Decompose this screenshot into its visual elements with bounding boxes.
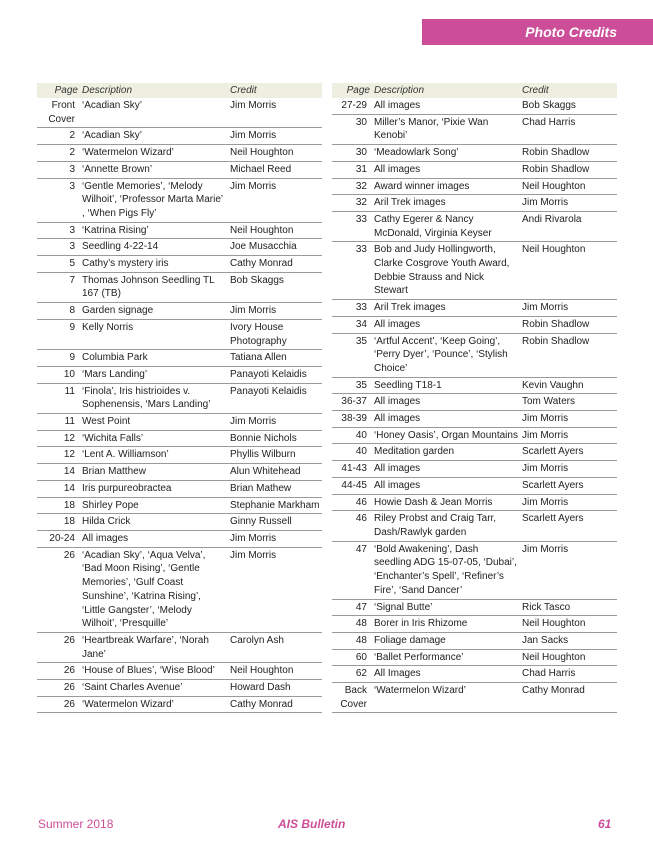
- table-row: [37, 350, 322, 367]
- row-description: All images: [372, 316, 520, 333]
- row-credit: Brian Mathew: [228, 480, 322, 497]
- table-row: [37, 696, 322, 713]
- table-row: [332, 599, 617, 616]
- row-page: 3: [37, 178, 80, 222]
- table-row: [332, 541, 617, 599]
- table-row: [37, 430, 322, 447]
- table-row: [37, 239, 322, 256]
- row-description: Aril Trek images: [372, 195, 520, 212]
- row-description: ‘Wichita Falls’: [80, 430, 228, 447]
- row-page: 14: [37, 480, 80, 497]
- row-page: 8: [37, 303, 80, 320]
- row-description: ‘Mars Landing’: [80, 366, 228, 383]
- row-credit: Scarlett Ayers: [520, 477, 617, 494]
- table-row: [332, 161, 617, 178]
- section-title: Photo Credits: [525, 24, 617, 40]
- row-credit: Chad Harris: [520, 114, 617, 144]
- table-row: [37, 447, 322, 464]
- row-credit: Neil Houghton: [520, 616, 617, 633]
- row-page: 47: [332, 599, 372, 616]
- row-description: All images: [372, 411, 520, 428]
- row-credit: Stephanie Markham: [228, 497, 322, 514]
- table-row: [332, 178, 617, 195]
- row-credit: Neil Houghton: [520, 649, 617, 666]
- row-description: All images: [80, 530, 228, 547]
- row-credit: Jim Morris: [520, 195, 617, 212]
- table-row: [37, 98, 322, 128]
- row-credit: Bob Skaggs: [520, 98, 617, 114]
- row-page: 18: [37, 514, 80, 531]
- row-credit: Cathy Monrad: [520, 683, 617, 713]
- row-credit: Jim Morris: [228, 128, 322, 145]
- row-description: ‘House of Blues’, ‘Wise Blood’: [80, 663, 228, 680]
- table-row: [332, 649, 617, 666]
- credits-table-right: [332, 83, 617, 713]
- table-row: [37, 319, 322, 349]
- row-page: 33: [332, 300, 372, 317]
- table-row: [37, 256, 322, 273]
- row-description: Kelly Norris: [80, 319, 228, 349]
- table-row: [332, 616, 617, 633]
- row-credit: Jim Morris: [520, 541, 617, 599]
- table-row: [332, 683, 617, 713]
- row-page: 30: [332, 145, 372, 162]
- row-credit: Bonnie Nichols: [228, 430, 322, 447]
- table-row: [332, 316, 617, 333]
- table-row: [37, 161, 322, 178]
- row-page: 35: [332, 333, 372, 377]
- row-credit: Tom Waters: [520, 394, 617, 411]
- row-description: ‘Saint Charles Avenue’: [80, 680, 228, 697]
- row-page: 9: [37, 319, 80, 349]
- row-description: Award winner images: [372, 178, 520, 195]
- row-credit: Chad Harris: [520, 666, 617, 683]
- row-page: 26: [37, 632, 80, 662]
- row-page: 40: [332, 427, 372, 444]
- row-description: All images: [372, 477, 520, 494]
- row-page: 36-37: [332, 394, 372, 411]
- row-description: Garden signage: [80, 303, 228, 320]
- table-row: [37, 414, 322, 431]
- table-row: [332, 427, 617, 444]
- row-page: 11: [37, 383, 80, 413]
- row-description: All images: [372, 394, 520, 411]
- row-description: Seedling T18-1: [372, 377, 520, 394]
- row-credit: Carolyn Ash: [228, 632, 322, 662]
- row-credit: Scarlett Ayers: [520, 444, 617, 461]
- table-row: [332, 394, 617, 411]
- table-row: [37, 663, 322, 680]
- table-row: [332, 511, 617, 541]
- row-credit: Jim Morris: [520, 494, 617, 511]
- table-row: [332, 477, 617, 494]
- row-credit: Robin Shadlow: [520, 145, 617, 162]
- row-page: 14: [37, 464, 80, 481]
- row-credit: Neil Houghton: [228, 222, 322, 239]
- row-page: Back Cover: [332, 683, 372, 713]
- row-credit: Neil Houghton: [228, 663, 322, 680]
- row-credit: Howard Dash: [228, 680, 322, 697]
- row-credit: Andi Rivarola: [520, 211, 617, 241]
- row-credit: Phyllis Wilburn: [228, 447, 322, 464]
- row-description: Seedling 4-22-14: [80, 239, 228, 256]
- row-description: ‘Acadian Sky’: [80, 98, 228, 128]
- row-description: West Point: [80, 414, 228, 431]
- row-description: ‘Ballet Performance’: [372, 649, 520, 666]
- row-page: 26: [37, 663, 80, 680]
- row-page: 33: [332, 211, 372, 241]
- table-row: [37, 178, 322, 222]
- row-page: 31: [332, 161, 372, 178]
- row-page: 5: [37, 256, 80, 273]
- column-header-page: Page: [37, 83, 80, 98]
- row-page: 40: [332, 444, 372, 461]
- row-description: ‘Watermelon Wizard’: [80, 696, 228, 713]
- row-credit: Ivory House Photography: [228, 319, 322, 349]
- row-page: 38-39: [332, 411, 372, 428]
- row-page: 11: [37, 414, 80, 431]
- row-credit: Jim Morris: [228, 303, 322, 320]
- row-page: 32: [332, 178, 372, 195]
- credits-table-body-right: [332, 98, 617, 713]
- row-credit: Scarlett Ayers: [520, 511, 617, 541]
- table-row: [37, 383, 322, 413]
- table-row: [37, 222, 322, 239]
- row-credit: Ginny Russell: [228, 514, 322, 531]
- row-page: 60: [332, 649, 372, 666]
- row-credit: Jim Morris: [228, 547, 322, 632]
- row-page: 12: [37, 430, 80, 447]
- table-row: [332, 333, 617, 377]
- row-page: 2: [37, 128, 80, 145]
- table-header-row: [332, 83, 617, 98]
- table-row: [37, 547, 322, 632]
- row-description: Thomas Johnson Seedling TL 167 (TB): [80, 272, 228, 302]
- row-page: 3: [37, 161, 80, 178]
- table-row: [37, 632, 322, 662]
- row-page: 47: [332, 541, 372, 599]
- row-description: Howie Dash & Jean Morris: [372, 494, 520, 511]
- column-header-description: Description: [372, 83, 520, 98]
- row-description: ‘Annette Brown’: [80, 161, 228, 178]
- row-description: Aril Trek images: [372, 300, 520, 317]
- row-credit: Cathy Monrad: [228, 256, 322, 273]
- table-row: [37, 303, 322, 320]
- column-header-page: Page: [332, 83, 372, 98]
- row-description: Shirley Pope: [80, 497, 228, 514]
- row-description: ‘Artful Accent’, ‘Keep Going’, ‘Perry Dyer’, ‘Pounce’, ‘Stylish Choice’: [372, 333, 520, 377]
- row-credit: Robin Shadlow: [520, 161, 617, 178]
- row-description: Brian Matthew: [80, 464, 228, 481]
- row-credit: Robin Shadlow: [520, 333, 617, 377]
- row-page: 34: [332, 316, 372, 333]
- row-description: ‘Lent A. Williamson’: [80, 447, 228, 464]
- table-row: [332, 444, 617, 461]
- table-row: [37, 514, 322, 531]
- row-description: All images: [372, 98, 520, 114]
- row-description: ‘Signal Butte’: [372, 599, 520, 616]
- credits-table-body-left: [37, 98, 322, 713]
- footer-issue: Summer 2018: [38, 817, 114, 831]
- table-row: [332, 114, 617, 144]
- row-page: 3: [37, 239, 80, 256]
- table-row: [332, 666, 617, 683]
- row-page: 26: [37, 547, 80, 632]
- table-row: [37, 272, 322, 302]
- table-row: [37, 366, 322, 383]
- row-credit: Robin Shadlow: [520, 316, 617, 333]
- row-description: ‘Acadian Sky’, ‘Aqua Velva’, ‘Bad Moon Rising’, ‘Gentle Memories’, ‘Gulf Coast Sunshine’, ‘Katrina Rising’, ‘Little Gangster’, ‘Melody Wilhoit’, ‘Presquille’: [80, 547, 228, 632]
- row-credit: Panayoti Kelaidis: [228, 383, 322, 413]
- row-page: 48: [332, 616, 372, 633]
- row-credit: Bob Skaggs: [228, 272, 322, 302]
- row-page: 26: [37, 680, 80, 697]
- credits-table-left: [37, 83, 322, 713]
- table-row: [332, 242, 617, 300]
- table-row: [37, 497, 322, 514]
- row-page: 27-29: [332, 98, 372, 114]
- row-page: 48: [332, 632, 372, 649]
- table-row: [332, 494, 617, 511]
- table-row: [332, 377, 617, 394]
- row-credit: Jim Morris: [520, 300, 617, 317]
- row-credit: Neil Houghton: [520, 178, 617, 195]
- row-description: Bob and Judy Hollingworth, Clarke Cosgrove Youth Award, Debbie Strauss and Nick Stewart: [372, 242, 520, 300]
- row-credit: Jan Sacks: [520, 632, 617, 649]
- table-row: [37, 480, 322, 497]
- row-page: 10: [37, 366, 80, 383]
- row-description: Cathy’s mystery iris: [80, 256, 228, 273]
- row-description: Hilda Crick: [80, 514, 228, 531]
- row-credit: Joe Musacchia: [228, 239, 322, 256]
- row-credit: Jim Morris: [228, 178, 322, 222]
- table-row: [37, 464, 322, 481]
- row-page: 46: [332, 494, 372, 511]
- row-description: Foliage damage: [372, 632, 520, 649]
- row-credit: Neil Houghton: [228, 145, 322, 162]
- table-row: [332, 300, 617, 317]
- row-page: 30: [332, 114, 372, 144]
- row-credit: Tatiana Allen: [228, 350, 322, 367]
- row-description: Meditation garden: [372, 444, 520, 461]
- table-row: [332, 211, 617, 241]
- row-description: Cathy Egerer & Nancy McDonald, Virginia Keyser: [372, 211, 520, 241]
- table-row: [37, 530, 322, 547]
- row-page: Front Cover: [37, 98, 80, 128]
- row-credit: Panayoti Kelaidis: [228, 366, 322, 383]
- row-description: All images: [372, 461, 520, 478]
- row-description: ‘Meadowlark Song’: [372, 145, 520, 162]
- row-page: 12: [37, 447, 80, 464]
- table-row: [332, 632, 617, 649]
- table-row: [332, 98, 617, 114]
- row-description: Iris purpureobractea: [80, 480, 228, 497]
- table-row: [37, 680, 322, 697]
- row-credit: Jim Morris: [228, 530, 322, 547]
- table-row: [332, 411, 617, 428]
- row-credit: Jim Morris: [520, 411, 617, 428]
- row-description: ‘Watermelon Wizard’: [372, 683, 520, 713]
- footer-page-number: 61: [598, 817, 612, 831]
- row-description: ‘Heartbreak Warfare’, ‘Norah Jane’: [80, 632, 228, 662]
- column-header-credit: Credit: [520, 83, 617, 98]
- row-description: All Images: [372, 666, 520, 683]
- row-credit: Michael Reed: [228, 161, 322, 178]
- column-header-description: Description: [80, 83, 228, 98]
- row-credit: Kevin Vaughn: [520, 377, 617, 394]
- row-description: Riley Probst and Craig Tarr, Dash/Rawlyk garden: [372, 511, 520, 541]
- row-page: 35: [332, 377, 372, 394]
- row-page: 33: [332, 242, 372, 300]
- row-description: ‘Honey Oasis’, Organ Mountains: [372, 427, 520, 444]
- row-page: 9: [37, 350, 80, 367]
- row-credit: Cathy Monrad: [228, 696, 322, 713]
- row-description: All images: [372, 161, 520, 178]
- column-header-credit: Credit: [228, 83, 322, 98]
- credits-column-right: [332, 83, 617, 713]
- row-credit: Jim Morris: [520, 427, 617, 444]
- row-credit: Neil Houghton: [520, 242, 617, 300]
- table-row: [332, 145, 617, 162]
- row-credit: Alun Whitehead: [228, 464, 322, 481]
- footer-publication: AIS Bulletin: [278, 817, 346, 831]
- row-credit: Jim Morris: [228, 414, 322, 431]
- row-description: ‘Gentle Memories’, ‘Melody Wilhoit’, ‘Professor Marta Marie’ , ‘When Pigs Fly’: [80, 178, 228, 222]
- table-row: [332, 195, 617, 212]
- row-page: 20-24: [37, 530, 80, 547]
- table-row: [37, 128, 322, 145]
- row-page: 44-45: [332, 477, 372, 494]
- table-header-row: [37, 83, 322, 98]
- row-credit: Jim Morris: [228, 98, 322, 128]
- row-credit: Rick Tasco: [520, 599, 617, 616]
- row-description: Miller’s Manor, ‘Pixie Wan Kenobi’: [372, 114, 520, 144]
- row-description: ‘Acadian Sky’: [80, 128, 228, 145]
- row-page: 3: [37, 222, 80, 239]
- row-page: 26: [37, 696, 80, 713]
- row-page: 46: [332, 511, 372, 541]
- row-description: ‘Katrina Rising’: [80, 222, 228, 239]
- table-row: [332, 461, 617, 478]
- row-page: 18: [37, 497, 80, 514]
- section-banner: [422, 19, 653, 45]
- row-page: 2: [37, 145, 80, 162]
- row-page: 41-43: [332, 461, 372, 478]
- row-description: ‘Finola’, Iris histrioides v. Sophenensis, ‘Mars Landing’: [80, 383, 228, 413]
- row-description: Borer in Iris Rhizome: [372, 616, 520, 633]
- row-credit: Jim Morris: [520, 461, 617, 478]
- row-page: 62: [332, 666, 372, 683]
- row-page: 32: [332, 195, 372, 212]
- credits-column-left: [37, 83, 322, 713]
- row-description: ‘Watermelon Wizard’: [80, 145, 228, 162]
- row-page: 7: [37, 272, 80, 302]
- row-description: ‘Bold Awakening’, Dash seedling ADG 15-07-05, ‘Dubai’, ‘Enchanter’s Spell’, ‘Refiner’s Fire’, ‘Sand Dancer’: [372, 541, 520, 599]
- table-row: [37, 145, 322, 162]
- row-description: Columbia Park: [80, 350, 228, 367]
